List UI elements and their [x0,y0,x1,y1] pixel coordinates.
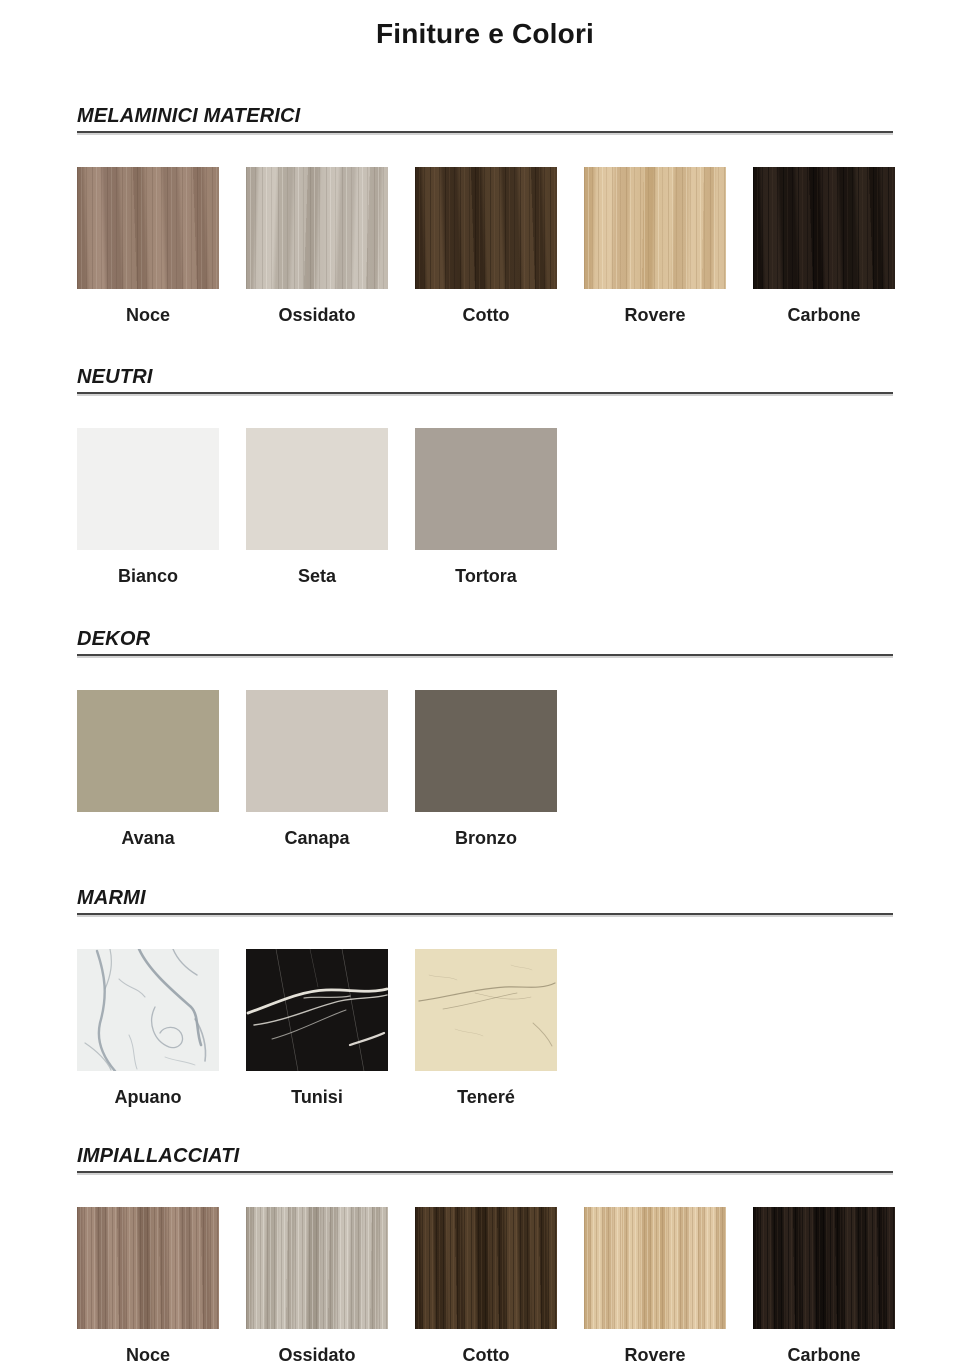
noce-veneer-texture-image [77,1207,219,1329]
swatch-label: Avana [121,828,175,848]
swatch-rovere-veneer [584,1207,726,1365]
tunisi-marble-veins-icon [246,949,388,1071]
swatch-label: Bianco [117,566,178,586]
swatch-ossidato [246,167,388,325]
page-title: Finiture e Colori [375,18,595,49]
section-impiallacciati [77,1144,893,1365]
carbone-texture-image [753,167,895,289]
tenere-marble-image [415,949,557,1071]
swatch-cotto [415,167,557,325]
swatch-noce [77,167,219,325]
swatch-label: Seta [297,566,337,586]
swatch-canapa [246,690,388,848]
carbone-veneer-texture-image [753,1207,895,1329]
apuano-marble-veins-icon [77,949,219,1071]
section-dekor [77,627,893,848]
section-divider [77,913,893,915]
section-melaminici-materici [77,104,893,325]
noce-texture-image [77,167,219,289]
swatch-tortora [415,428,557,586]
section-heading: DEKOR [77,628,151,650]
section-divider [77,1171,893,1173]
tunisi-marble-image [246,949,388,1071]
swatch-bianco [77,428,219,586]
tortora-color-chip [415,428,557,550]
swatch-ossidato-veneer [246,1207,388,1365]
swatch-label: Carbone [787,1345,861,1365]
swatch-label: Ossidato [278,1345,356,1365]
swatch-apuano [77,949,219,1107]
swatch-tunisi [246,949,388,1107]
apuano-marble-image [77,949,219,1071]
swatch-row [77,1207,893,1365]
swatch-label: Cotto [462,305,510,325]
swatch-rovere [584,167,726,325]
cotto-texture-image [415,167,557,289]
section-divider [77,131,893,133]
swatch-label: Cotto [462,1345,510,1365]
swatch-tenere [415,949,557,1107]
section-divider [77,392,893,394]
rovere-texture-image [584,167,726,289]
swatch-label: Tortora [455,566,517,586]
swatch-label: Ossidato [278,305,356,325]
swatch-carbone-veneer [753,1207,895,1365]
swatch-bronzo [415,690,557,848]
bronzo-color-chip [415,690,557,812]
tenere-marble-veins-icon [415,949,557,1071]
swatch-label: Noce [125,305,170,325]
swatch-label: Tunisi [291,1087,343,1107]
avana-color-chip [77,690,219,812]
bianco-color-chip [77,428,219,550]
section-marmi [77,886,893,1107]
swatch-cotto-veneer [415,1207,557,1365]
section-heading: IMPIALLACCIATI [77,1145,240,1167]
swatch-seta [246,428,388,586]
ossidato-texture-image [246,167,388,289]
seta-color-chip [246,428,388,550]
swatch-row [77,690,893,848]
section-heading: MELAMINICI MATERICI [77,105,301,127]
rovere-veneer-texture-image [584,1207,726,1329]
swatch-avana [77,690,219,848]
swatch-label: Rovere [624,1345,686,1365]
swatch-label: Bronzo [455,828,517,848]
section-heading: NEUTRI [77,366,153,388]
swatch-label: Canapa [284,828,350,848]
canapa-color-chip [246,690,388,812]
cotto-veneer-texture-image [415,1207,557,1329]
swatch-label: Noce [125,1345,170,1365]
section-neutri [77,365,893,586]
ossidato-veneer-texture-image [246,1207,388,1329]
swatch-label: Carbone [787,305,861,325]
swatch-row [77,167,893,325]
swatch-carbone [753,167,895,325]
section-heading: MARMI [77,887,146,909]
swatch-noce-veneer [77,1207,219,1365]
swatch-label: Rovere [624,305,686,325]
swatch-row [77,949,893,1107]
section-divider [77,654,893,656]
swatch-label: Teneré [457,1087,515,1107]
swatch-label: Apuano [114,1087,182,1107]
swatch-row [77,428,893,586]
